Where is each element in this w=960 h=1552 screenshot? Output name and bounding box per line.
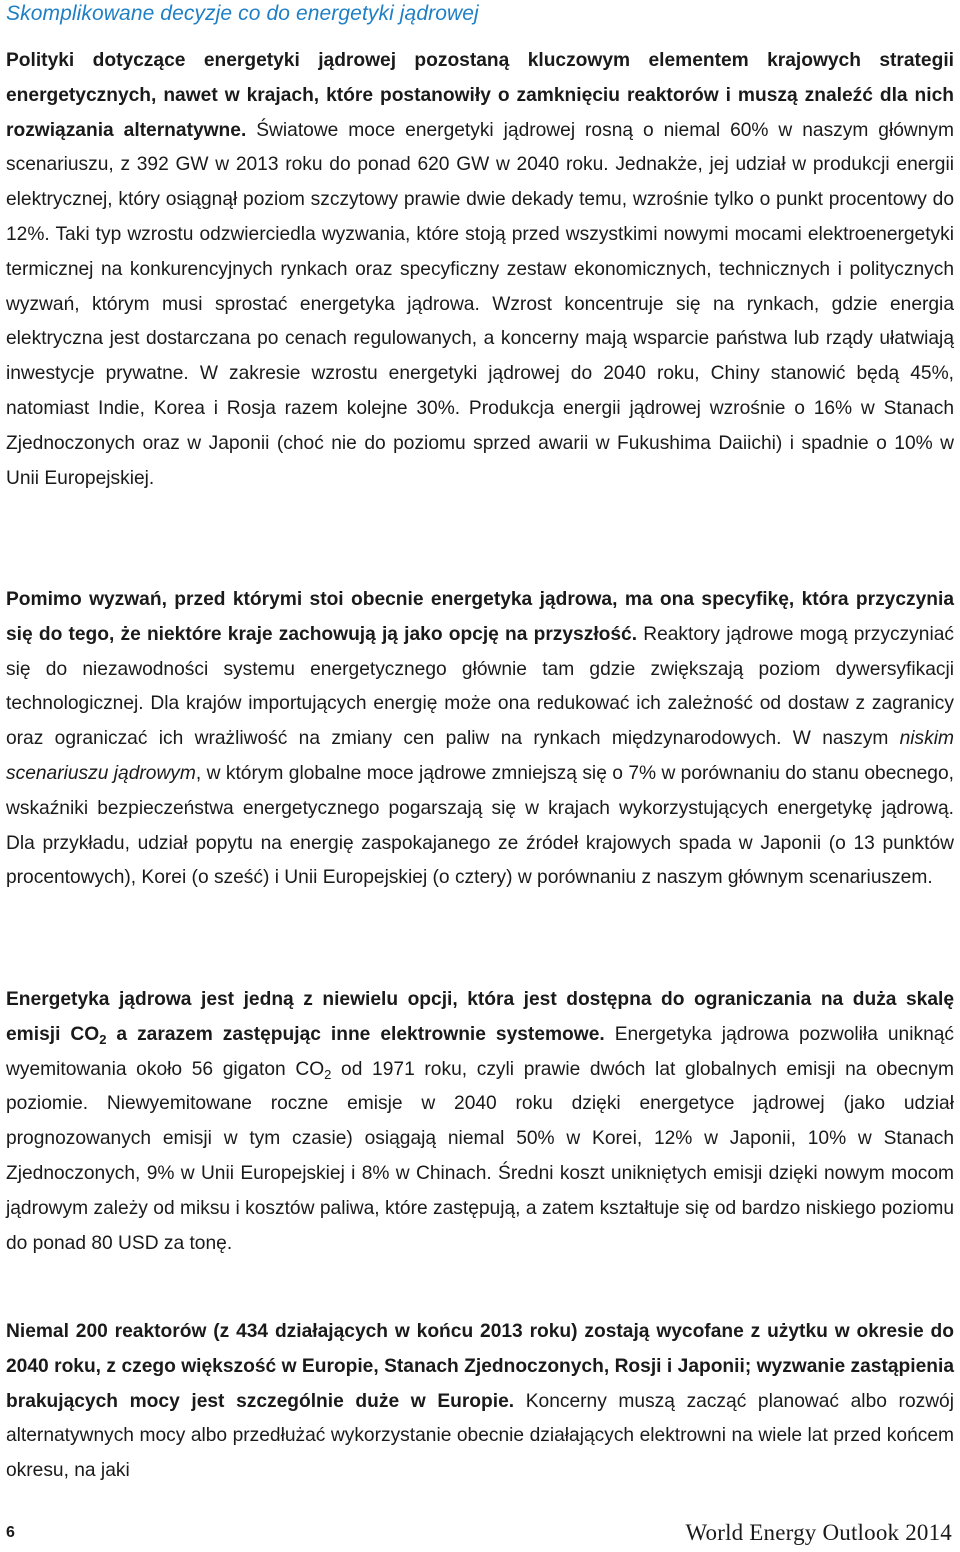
paragraph-2-body-a: Reaktory jądrowe mogą przyczyniać się do niezawodności systemu energetycznego głównie tam gdzie zwiększają poziom dywersyfikacji technologicznej. Dla krajów importujących energię może ona redukować ich zależność od dostaw z zagranicy oraz ograniczać ich wrażliwość na zmiany cen paliw na rynkach międzynarodowych. W naszym: [6, 623, 954, 750]
paragraph-3-lead-subscript: 2: [99, 1031, 107, 1047]
paragraph-3: [6, 983, 954, 1261]
paragraph-1-body: Światowe moce energetyki jądrowej rosną o niemal 60% w naszym głównym scenariuszu, z 392 GW w 2013 roku do ponad 620 GW w 2040 roku. Jednakże, jej udział w produkcji energii elektrycznej, który osiągnął poziom szczytowy prawie dwie dekady temu, wzrośnie tylko o punkt procentowy do 12%. Taki typ wzrostu odzwierciedla wyzwania, które stoją przed wszystkimi nowymi mocami elektroenergetyki termicznej na konkurencyjnych rynkach oraz specyficzny zestaw ekonomicznych, technicznych i politycznych wyzwań, którym musi sprostać energetyka jądrowa. Wzrost koncentruje się na rynkach, gdzie energia elektryczna jest dostarczana po cenach regulowanych, a koncerny mają wsparcie państwa lub rządy ułatwiają inwestycje prywatne. W zakresie wzrostu energetyki jądrowej do 2040 roku, Chiny stanowić będą 45%, natomiast Indie, Korea i Rosja razem kolejne 30%. Produkcja energii jądrowej wzrośnie o 16% w Stanach Zjednoczonych oraz w Japonii (choć nie do poziomu sprzed awarii w Fukushima Daiichi) i spadnie o 10% w Unii Europejskiej.: [6, 119, 954, 489]
paragraph-4-body: Koncerny muszą zacząć planować albo rozwój alternatywnych mocy albo przedłużać wykorzystanie obecnie działających elektrowni na wiele lat przed końcem okresu, na jaki: [6, 1390, 954, 1482]
paragraph-2-lead: Pomimo wyzwań, przed którymi stoi obecnie energetyka jądrowa, ma ona specyfikę, która przyczynia się do tego, że niektóre kraje zachowują ją jako opcję na przyszłość.: [6, 589, 954, 645]
paragraph-2-italic-term: niskim scenariuszu jądrowym: [6, 728, 954, 784]
paragraph-2-body-b: , w którym globalne moce jądrowe zmniejszą się o 7% w porównaniu do stanu obecnego, wskaźniki bezpieczeństwa energetycznego pogarszają się w krajach wykorzystujących energetykę jądrową. Dla przykładu, udział popytu na energię zaspokajanego ze źródeł krajowych spada w Japonii (o 13 punktów procentowych), Korei (o sześć) i Unii Europejskiej (o cztery) w porównaniu z naszym głównym scenariuszem.: [6, 762, 954, 889]
paragraph-4-lead: Niemal 200 reaktorów (z 434 działających w końcu 2013 roku) zostają wycofane z użytku w okresie do 2040 roku, z czego większość w Europie, Stanach Zjednoczonych, Rosji i Japonii; wyzwanie zastąpienia brakujących mocy jest szczególnie duże w Europie.: [6, 1321, 954, 1412]
publication-title: World Energy Outlook 2014: [685, 1520, 952, 1545]
paragraph-3-body-b: od 1971 roku, czyli prawie dwóch lat globalnych emisji na obecnym poziomie. Niewyemitowane roczne emisje w 2040 roku dzięki energetyce jądrowej (jako udział prognozowanych emisji w tym czasie) osiągają niemal 50% w Korei, 12% w Japonii, 10% w Stanach Zjednoczonych, 9% w Unii Europejskiej i 8% w Chinach. Średni koszt unikniętych emisji dzięki nowym mocom jądrowym zależy od miksu i kosztów paliwa, które zastępują, a zatem kształtuje się od bardzo niskiego poziomu do ponad 80 USD za tonę.: [6, 1058, 954, 1254]
paragraph-3-body-subscript: 2: [324, 1066, 332, 1082]
paragraph-4: [6, 1315, 954, 1489]
page-number: 6: [6, 1524, 15, 1541]
paragraph-3-body-a: Energetyka jądrowa pozwoliła uniknąć wyemitowania około 56 gigaton CO: [6, 1023, 954, 1080]
section-heading: Skomplikowane decyzje co do energetyki jądrowej: [6, 2, 479, 25]
paragraph-2: [6, 583, 954, 896]
paragraph-1: [6, 44, 954, 496]
paragraph-1-lead: Polityki dotyczące energetyki jądrowej pozostaną kluczowym elementem krajowych strategii energetycznych, nawet w krajach, które postanowiły o zamknięciu reaktorów i muszą znaleźć dla nich rozwiązania alternatywne.: [6, 50, 954, 141]
paragraph-3-lead-a: Energetyka jądrowa jest jedną z niewielu opcji, która jest dostępna do ograniczania na duża skalę emisji CO: [6, 989, 954, 1045]
paragraph-3-lead-b: a zarazem zastępując inne elektrownie systemowe.: [106, 1023, 605, 1045]
